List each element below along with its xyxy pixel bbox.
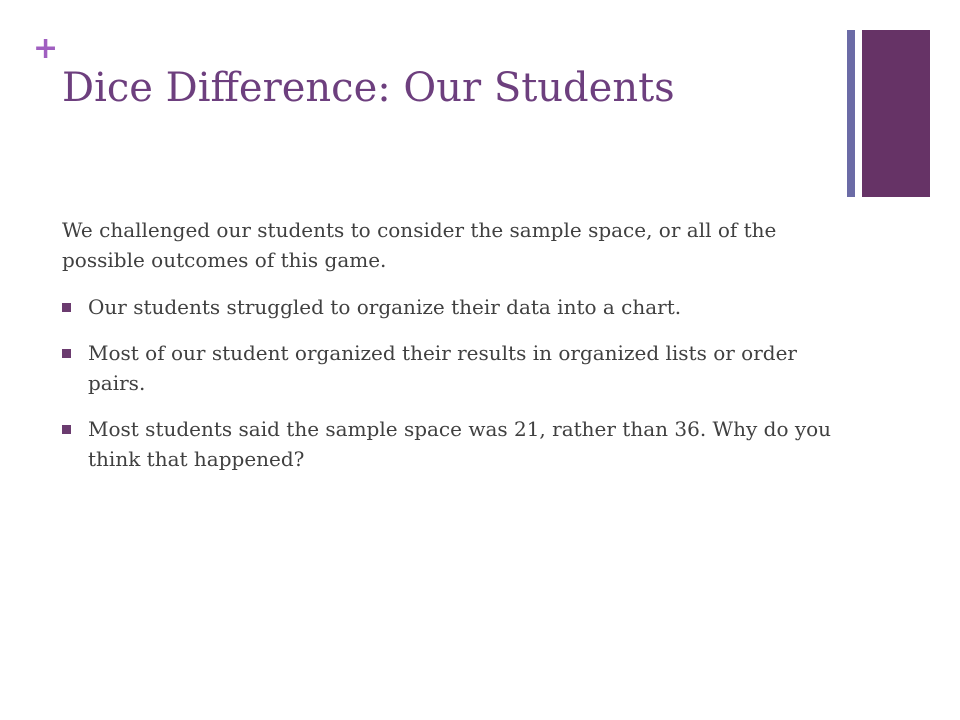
- decorative-bar-wide: [862, 30, 930, 197]
- bullet-item: [62, 338, 832, 398]
- bullet-list: [62, 292, 832, 474]
- square-bullet-icon: [62, 303, 71, 312]
- bullet-text: Most of our student organized their results in organized lists or order pairs.: [88, 341, 797, 395]
- slide-content: [62, 215, 832, 490]
- intro-paragraph: We challenged our students to consider the sample space, or all of the possible outcomes of this game.: [62, 218, 777, 272]
- bullet-item: [62, 414, 832, 474]
- bullet-text: Most students said the sample space was 21, rather than 36. Why do you think that happened?: [88, 417, 832, 471]
- plus-icon: +: [33, 31, 59, 66]
- decorative-bar-thin: [847, 30, 855, 197]
- bullet-item: [62, 292, 832, 322]
- slide-title: Dice Difference: Our Students: [62, 65, 675, 111]
- bullet-text: Our students struggled to organize their data into a chart.: [88, 295, 682, 319]
- square-bullet-icon: [62, 425, 71, 434]
- square-bullet-icon: [62, 349, 71, 358]
